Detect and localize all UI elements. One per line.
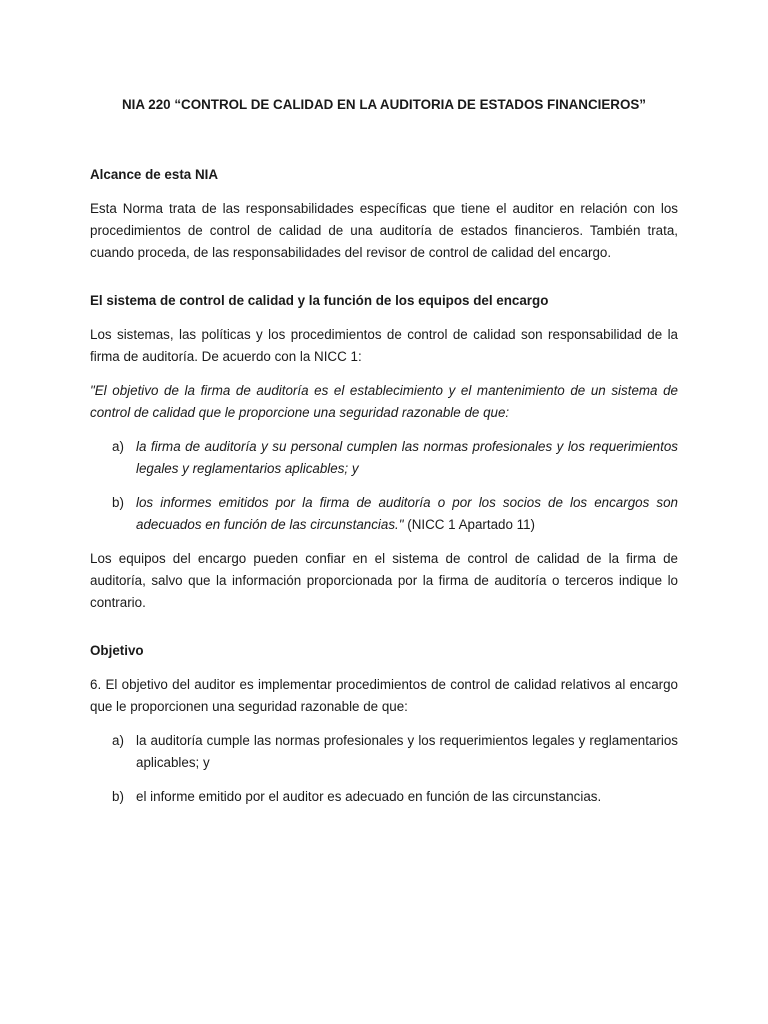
nicc-quote-list	[90, 436, 678, 536]
list-item-content	[136, 492, 678, 536]
alcance-paragraph: Esta Norma trata de las responsabilidades específicas que tiene el auditor en relación con los procedimientos de control de calidad de una auditoría de estados financieros. También trata, cuando proceda, de las responsabilidades del revisor de control de calidad del encargo.	[90, 201, 678, 260]
list-item-text: la auditoría cumple las normas profesionales y los requerimientos legales y reglamentarios aplicables; y	[136, 733, 678, 770]
list-marker: b)	[112, 789, 124, 804]
equipos-paragraph: Los equipos del encargo pueden confiar en el sistema de control de calidad de la firma de auditoría, salvo que la información proporcionada por la firma de auditoría o terceros indique lo contrario.	[90, 551, 678, 610]
objetivo-paragraph: 6. El objetivo del auditor es implementar procedimientos de control de calidad relativos al encargo que le proporcionen una seguridad razonable de que:	[90, 677, 678, 714]
list-marker: b)	[112, 495, 124, 510]
document-title: NIA 220 “CONTROL DE CALIDAD EN LA AUDITORIA DE ESTADOS FINANCIEROS”	[121, 97, 646, 112]
objetivo-list	[90, 730, 678, 808]
list-item	[90, 730, 678, 774]
nicc-quote: "El objetivo de la firma de auditoría es el establecimiento y el mantenimiento de un sistema de control de calidad que le proporcione una seguridad razonable de que:	[90, 383, 678, 420]
list-item-text: los informes emitidos por la firma de auditoría o por los socios de los encargos son adecuados en función de las circunstancias."	[136, 495, 678, 532]
list-item-text: el informe emitido por el auditor es adecuado en función de las circunstancias.	[136, 789, 602, 804]
list-item	[90, 786, 678, 808]
sistema-paragraph: Los sistemas, las políticas y los procedimientos de control de calidad son responsabilidad de la firma de auditoría. De acuerdo con la NICC 1:	[90, 327, 678, 364]
citation-reference: (NICC 1 Apartado 11)	[403, 517, 536, 532]
list-item	[90, 436, 678, 480]
list-item-text: la firma de auditoría y su personal cumplen las normas profesionales y los requerimientos legales y reglamentarios aplicables; y	[136, 439, 678, 476]
list-marker: a)	[112, 439, 124, 454]
section-heading-sistema: El sistema de control de calidad y la función de los equipos del encargo	[90, 293, 549, 308]
list-marker: a)	[112, 733, 124, 748]
list-item	[90, 492, 678, 536]
section-heading-objetivo: Objetivo	[90, 643, 144, 658]
section-heading-alcance: Alcance de esta NIA	[90, 167, 219, 182]
